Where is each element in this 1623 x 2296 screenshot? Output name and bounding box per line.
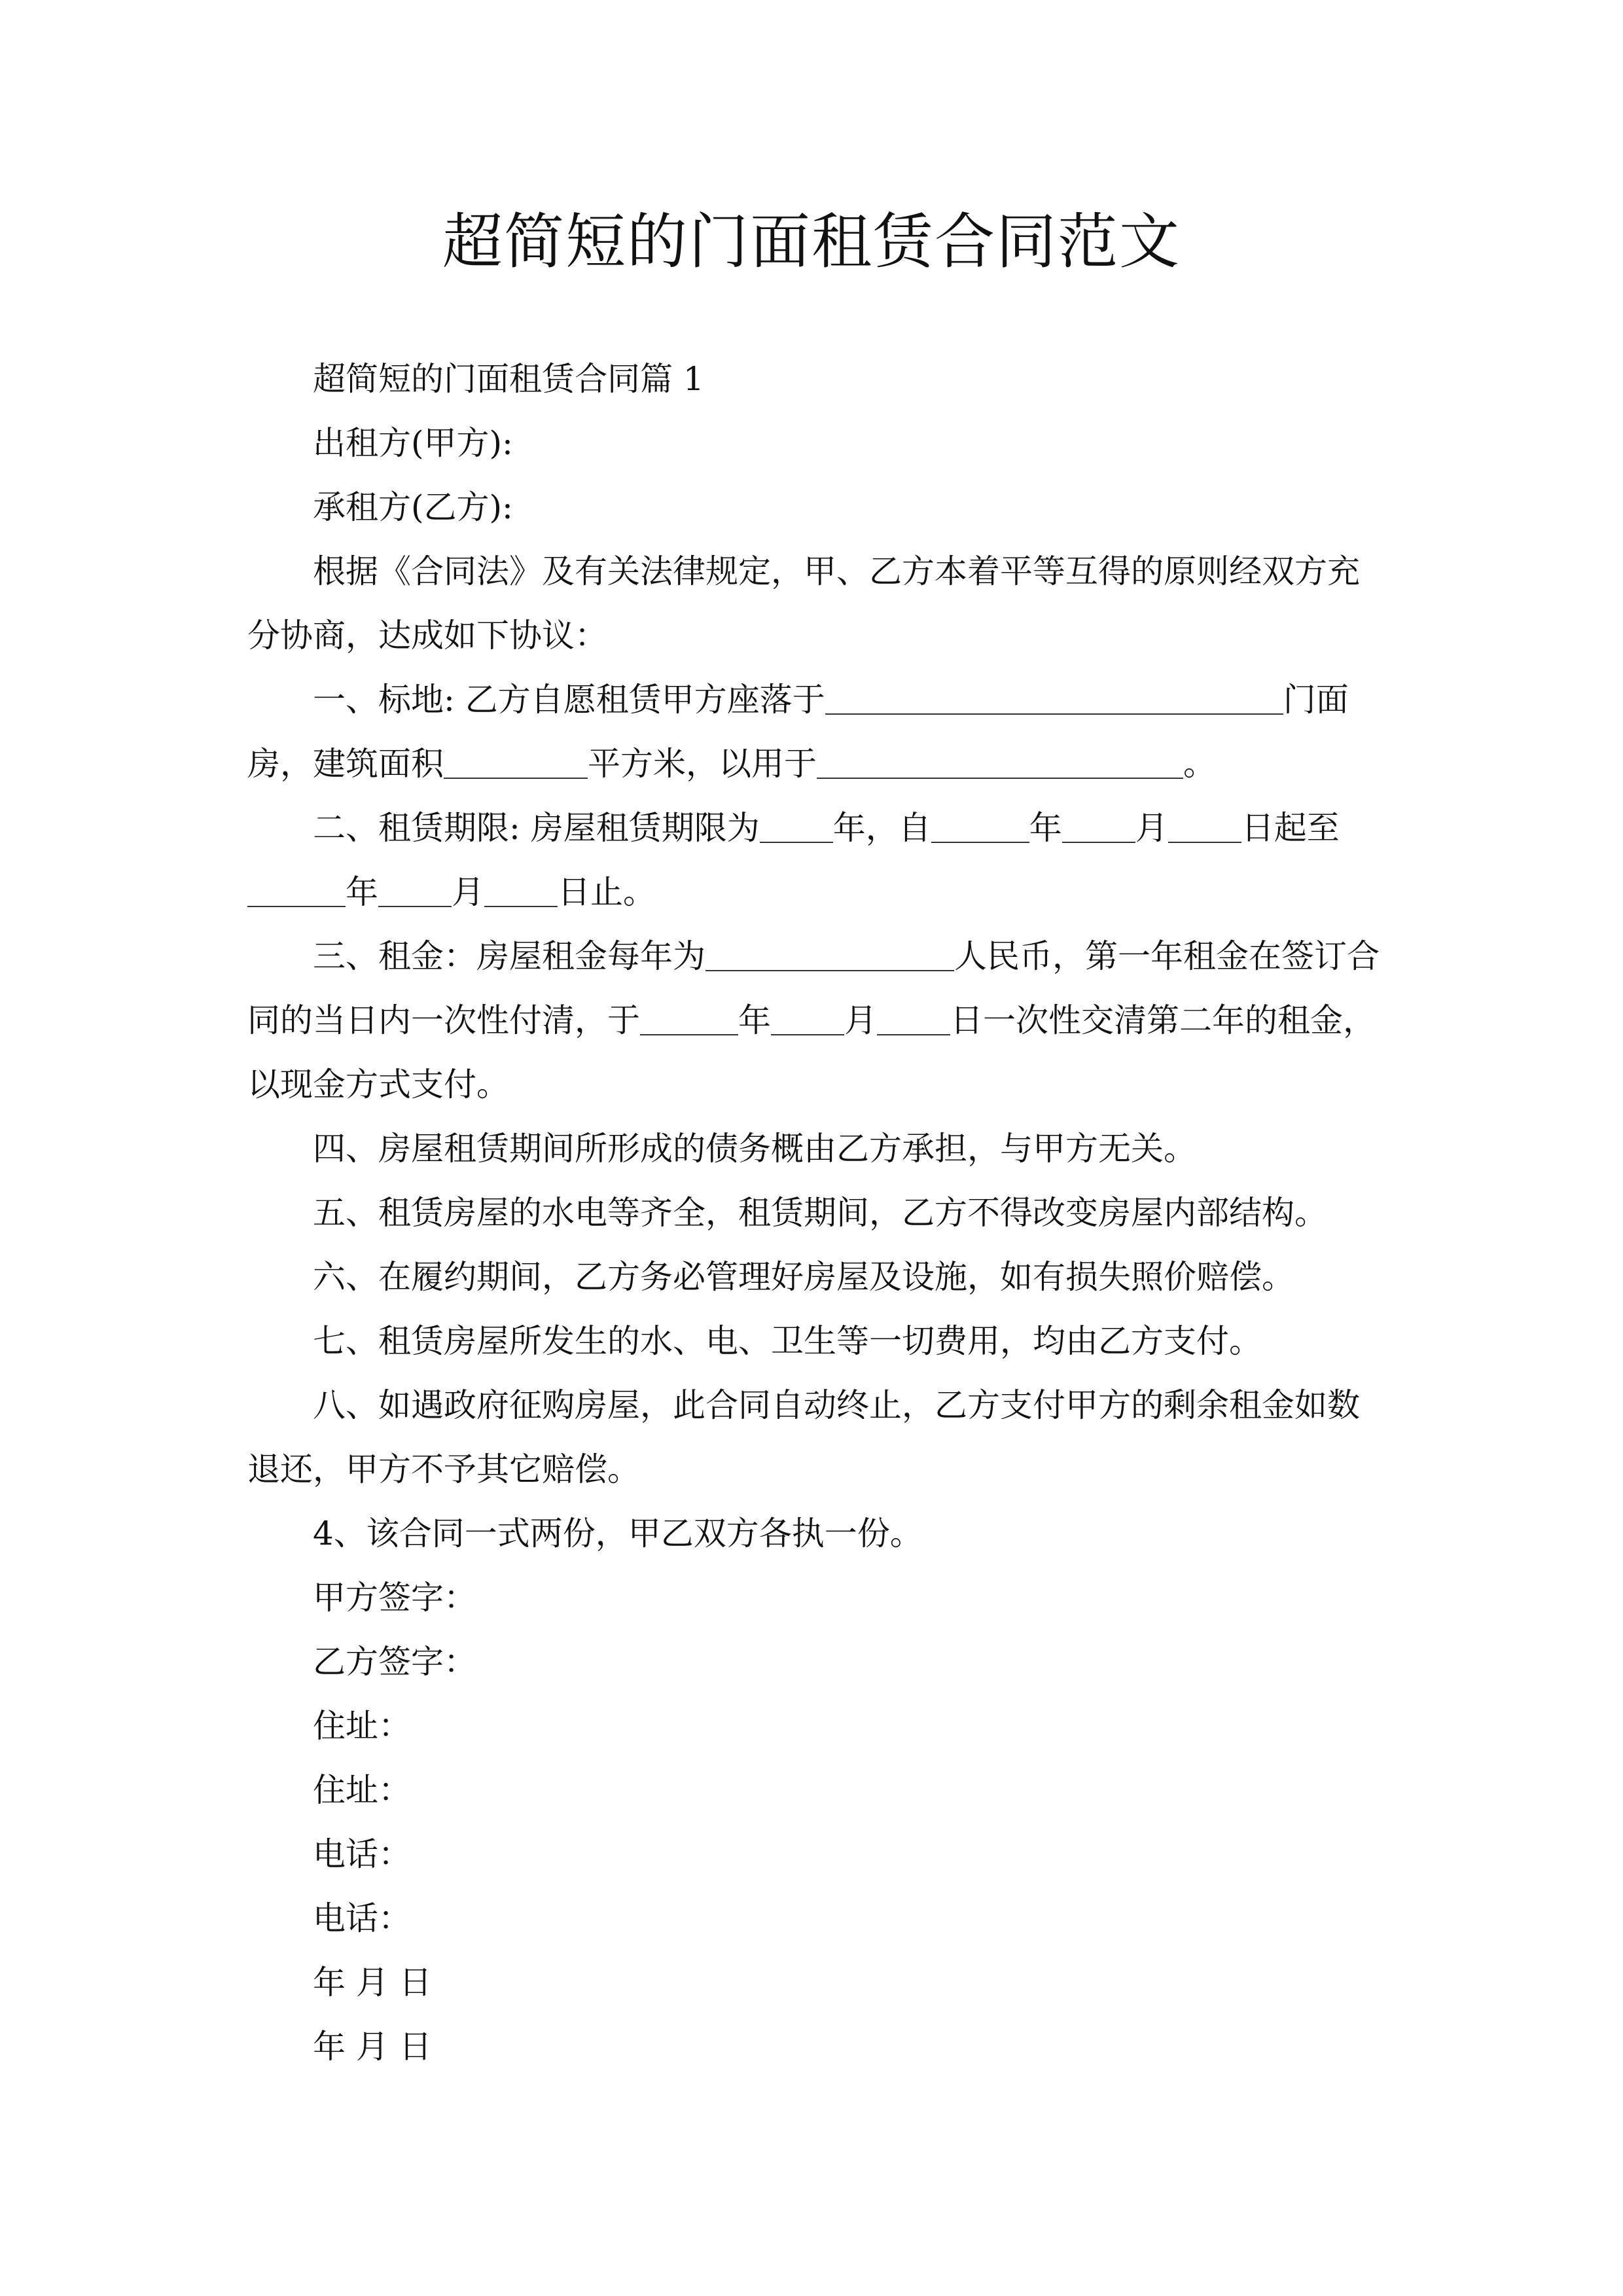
clause-1-text-b: 门面房，建筑面积 xyxy=(247,681,1349,783)
end-year-blank xyxy=(247,870,346,907)
signature-b: 乙方签字： xyxy=(313,1643,476,1681)
address-b: 住址： xyxy=(313,1771,411,1809)
phone-b: 电话： xyxy=(313,1899,411,1937)
lessee-line: 承租方(乙方): xyxy=(313,488,513,526)
clause-2-text-g: 月 xyxy=(452,873,484,911)
term-years-blank xyxy=(760,806,833,843)
clause-2-text-e: 日起至 xyxy=(1241,809,1340,847)
end-month-blank xyxy=(378,870,452,907)
clause-2-text-a: 二、租赁期限: 房屋租赁期限为 xyxy=(313,809,760,847)
clause-2-text-d: 月 xyxy=(1135,809,1168,847)
signature-a: 甲方签字： xyxy=(313,1579,476,1617)
document-body xyxy=(247,347,1386,2079)
address-a: 住址： xyxy=(313,1707,411,1745)
clause-2 xyxy=(247,796,1386,924)
pay-year-blank xyxy=(640,999,738,1035)
clause-2-text-c: 年 xyxy=(1029,809,1062,847)
clause-1-text-d: 。 xyxy=(1183,745,1216,783)
end-day-blank xyxy=(484,870,558,907)
clause-1-text-a: 一、标地: 乙方自愿租赁甲方座落于 xyxy=(313,681,825,719)
clause-1 xyxy=(247,668,1386,796)
clause-7: 七、租赁房屋所发生的水、电、卫生等一切费用，均由乙方支付。 xyxy=(313,1322,1262,1360)
clause-4: 四、房屋租赁期间所形成的债务概由乙方承担，与甲方无关。 xyxy=(313,1130,1196,1168)
date-a: 年 月 日 xyxy=(313,1964,432,2001)
rent-amount-blank xyxy=(705,935,954,971)
clause-3-text-b: 人民币，第一年租金在签订合同的当日内一次性付清，于 xyxy=(247,937,1380,1039)
clause-5: 五、租赁房屋的水电等齐全，租赁期间，乙方不得改变房屋内部结构。 xyxy=(313,1194,1327,1232)
clause-2-text-b: 年，自 xyxy=(832,809,931,847)
date-b: 年 月 日 xyxy=(313,2028,432,2066)
subtitle: 超简短的门面租赁合同篇 1 xyxy=(313,360,704,398)
area-blank xyxy=(444,742,588,779)
location-blank xyxy=(825,678,1283,715)
clause-3-text-d: 月 xyxy=(844,1001,877,1039)
clause-1-text-c: 平方米，以用于 xyxy=(588,745,817,783)
pay-month-blank xyxy=(771,999,844,1035)
clause-6: 六、在履约期间，乙方务必管理好房屋及设施，如有损失照价赔偿。 xyxy=(313,1258,1294,1296)
clause-8: 八、如遇政府征购房屋，此合同自动终止，乙方支付甲方的剩余租金如数退还，甲方不予其它赔偿。 xyxy=(247,1386,1360,1488)
pay-day-blank xyxy=(877,999,950,1035)
clause-3 xyxy=(247,924,1386,1117)
clause-3-text-a: 三、租金：房屋租金每年为 xyxy=(313,937,705,975)
document-title: 超简短的门面租赁合同范文 xyxy=(442,207,1181,277)
clause-3-text-c: 年 xyxy=(738,1001,771,1039)
lessor-line: 出租方(甲方): xyxy=(313,424,513,462)
start-month-blank xyxy=(1062,806,1135,843)
usage-blank xyxy=(817,742,1183,779)
phone-a: 电话： xyxy=(313,1835,411,1873)
clause-9: 4、该合同一式两份，甲乙双方各执一份。 xyxy=(313,1515,923,1552)
intro-paragraph: 根据《合同法》及有关法律规定，甲、乙方本着平等互得的原则经双方充分协商，达成如下协议： xyxy=(247,552,1360,655)
clause-3-text-e: 日一次性交清第二年的租金，以现金方式支付。 xyxy=(247,1001,1376,1103)
start-year-blank xyxy=(931,806,1029,843)
clause-2-text-h: 日止。 xyxy=(558,873,656,911)
start-day-blank xyxy=(1168,806,1241,843)
clause-2-text-f: 年 xyxy=(346,873,378,911)
